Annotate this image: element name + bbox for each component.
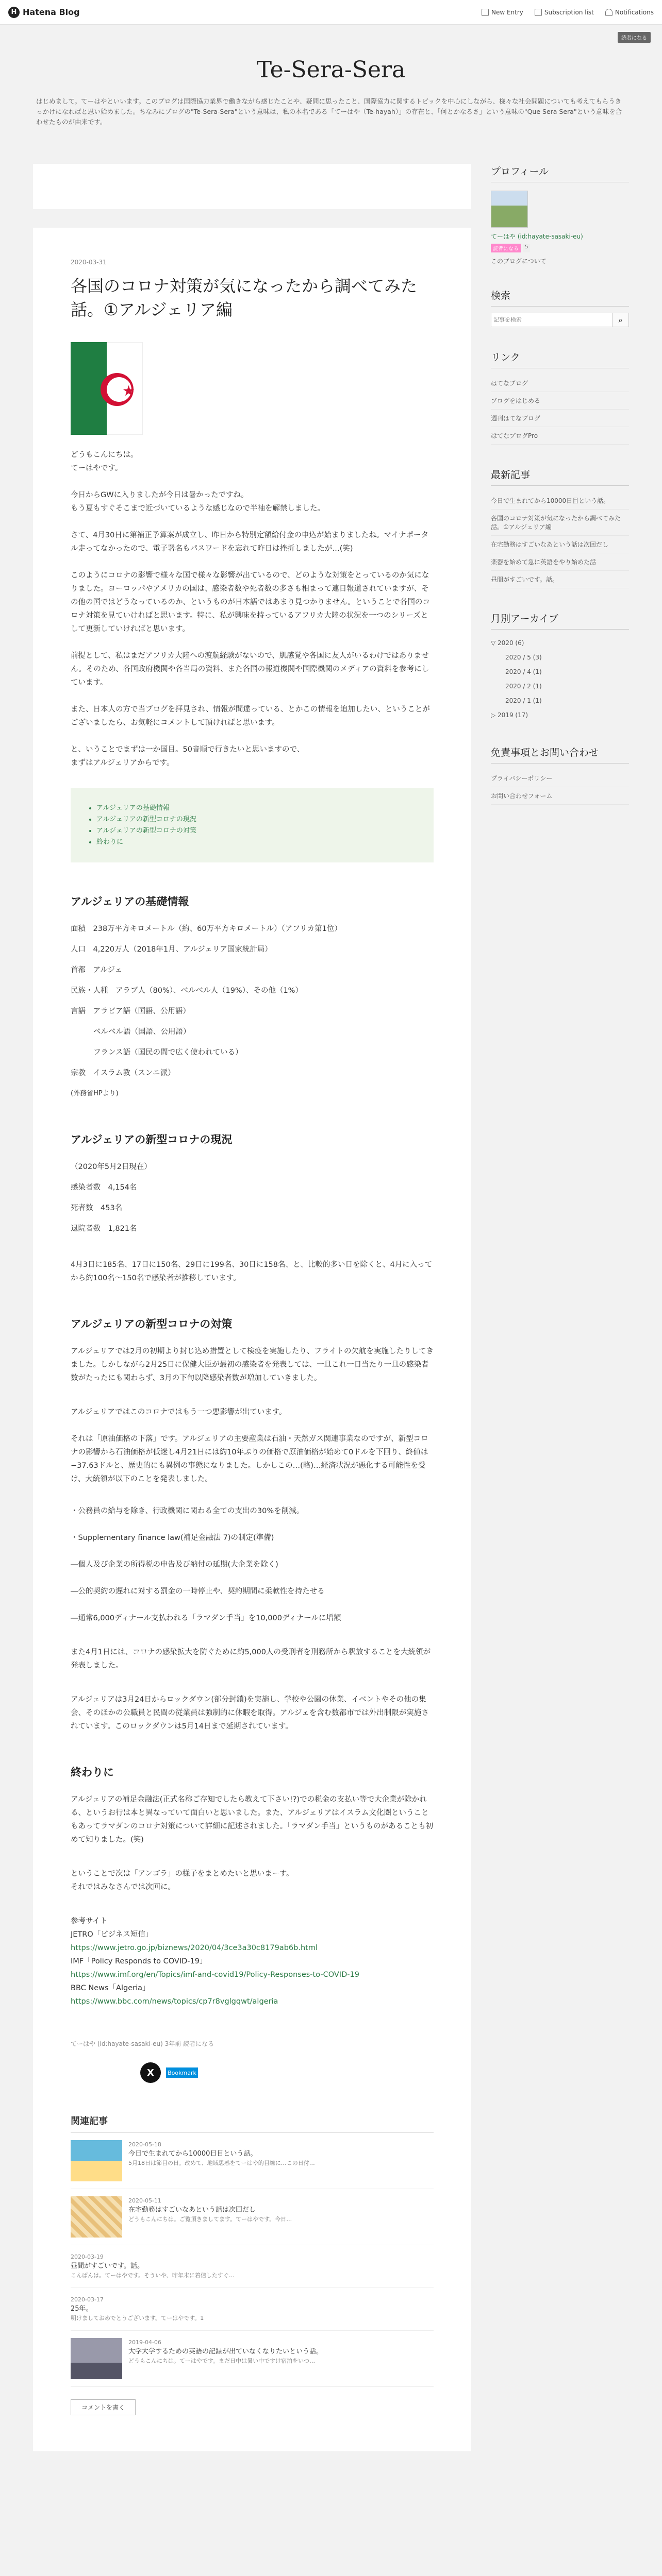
link-item[interactable]: ブログをはじめる xyxy=(491,392,629,410)
blog-description: はじめまして。てーはやといいます。このブログは国際協力業界で働きながら感じたことや、疑問に思ったこと、国際協力に関するトピックを中心にしながら、様々な社会問題についても考えてもらうきっかけになればと思い始めました。ちなみにブログの"Te-Sera-Sera"という意味は、私の本名である「てーはや（Te-hayah）」の存在と、「何とかなるさ」という意味の"Que Sera Sera"という意味を合わせたものが由来です。 xyxy=(36,97,622,126)
recent-module xyxy=(491,467,629,588)
status-note: 4月3日に185名、17日に150名、29日に199名、30日に158名、と、比較的多い日を除くと、4月に入ってから約100名〜150名で感染者が推移しています。 xyxy=(71,1261,433,1282)
ref-jetro: JETRO「ビジネス短信」 xyxy=(71,1930,153,1939)
ad-slot xyxy=(33,164,471,209)
new-entry-button[interactable] xyxy=(482,9,523,16)
about-link[interactable]: このブログについて xyxy=(491,258,547,265)
toc-item[interactable]: • アルジェリアの新型コロナの現況 xyxy=(96,814,413,825)
related-item[interactable] xyxy=(71,2288,434,2331)
measures-p1: アルジェリアでは2月の初期より封じ込め措置として検疫を実施したり、フライトの欠航を実施したりしてきました。しかしながら2月25日に保健大臣が最初の感染者を発表しては、一旦これ一日当たり一旦の感染者数がたったにも関わらず、3月の下旬以降感染者数が増加していきました。 xyxy=(71,1347,434,1382)
measures-p5: ・Supplementary finance law(補足金融法 7)の制定(準備) xyxy=(71,1534,274,1542)
archive-month[interactable]: 2020 / 4 (1) xyxy=(505,668,542,675)
archive-year[interactable]: ▷ 2019 (17) xyxy=(491,711,528,719)
related-item[interactable] xyxy=(71,2245,434,2288)
ref-jetro-url[interactable]: https://www.jetro.go.jp/biznews/2020/04/3ce3a30c8179ab6b.html xyxy=(71,1944,318,1952)
end-p2: ということで次は「アンゴラ」の様子をまとめたいと思いまーす。 xyxy=(71,1870,294,1878)
basic-language: 言語 アラビア語（国語、公用語） xyxy=(71,1007,190,1015)
ref-bbc-link[interactable] xyxy=(71,1995,434,2008)
related-item-title[interactable]: 在宅勤務はすごいなあという話は次回だし xyxy=(128,2206,256,2214)
para-first-country: と、いうことでまずは一か国目。50音順で行きたいと思いますので、 xyxy=(71,745,305,754)
related-item[interactable] xyxy=(71,2331,434,2387)
recent-item[interactable]: 昼間がすごいです。話。 xyxy=(491,571,629,588)
basic-population: 人口 4,220万人（2018年1月、アルジェリア国家統計局） xyxy=(71,945,272,954)
main-column xyxy=(33,164,471,2451)
para-budget: さて、4月30日に第補正予算案が成立し、昨日から特別定額給付金の申込が始まりましたね。マイナポータル走ってなかったので、電子署名もパスワードを忘れて昨日は挫折しましたが…(笑) xyxy=(71,531,429,553)
recent-item[interactable]: 楽器を始めて急に英語をやり始めた話 xyxy=(491,553,629,571)
related-date: 2020-03-19 xyxy=(71,2253,104,2260)
article-title[interactable]: 各国のコロナ対策が気になったから調べてみた話。①アルジェリア編 xyxy=(71,276,418,319)
related-item[interactable] xyxy=(71,2133,434,2189)
hatena-logo-text: Hatena Blog xyxy=(23,7,80,17)
subscribe-reader-button[interactable]: 読者になる xyxy=(618,32,651,43)
heading-end: 終わりに xyxy=(71,1766,114,1778)
heading-status: アルジェリアの新型コロナの現況 xyxy=(71,1133,233,1146)
para-intro: このようにコロナの影響で様々な国で様々な影響が出ているので、どのような対策をとっているのか気になりました。ヨーロッパやアメリカの国は、感染者数や死者数の多さも相まって連日報道されていますが、その他の国ではどうなっているのか、というものが日本語ではあまり見つかりません。ということで各国のコロナ対策を見ていければと思います。特に、私が興味を持っているアフリカ大陸の状況を一つのシリーズとして更新していければと思います。 xyxy=(71,571,430,633)
measures-p9: また4月1日には、コロナの感染拡大を防ぐために約5,000人の受刑者を刑務所から釈放することを大統領が発表しました。 xyxy=(71,1648,431,1670)
related-item-title[interactable]: 昼間がすごいです。話。 xyxy=(71,2262,144,2270)
sidebar xyxy=(491,164,629,827)
para-greeting: どうもこんにちは。 xyxy=(71,451,138,459)
bell-icon xyxy=(605,9,613,16)
table-of-contents xyxy=(71,788,434,862)
basic-language-3: フランス語（国民の間で広く使われている） xyxy=(93,1048,243,1057)
related-date: 2020-05-18 xyxy=(128,2141,161,2148)
related-date: 2020-03-17 xyxy=(71,2296,104,2303)
notifications-label: Notifications xyxy=(615,8,654,16)
related-item-title[interactable]: 今日で生まれてから10000日目という話。 xyxy=(128,2150,257,2158)
measures-p10: アルジェリアは3月24日からロックダウン(部分封鎖)を実施し、学校や公園の休業、イベントやその他の集会、そのほかの公職員と民間の従業員は強制的に休暇を取得。アルジェを含む数都市では外出制限が実施されています。このロックダウンは5月14日まで延期されています。 xyxy=(71,1696,429,1731)
measures-p6: ―個人及び企業の所得税の申告及び納付の延期(大企業を除く) xyxy=(71,1561,278,1569)
status-deaths: 死者数 453名 xyxy=(71,1204,123,1212)
ref-imf: IMF「Policy Responds to COVID-19」 xyxy=(71,1957,207,1965)
related-excerpt: こんばんは。てーはやです。そういや、昨年末に着信したすぐ… xyxy=(71,2272,235,2279)
para-algeria: まずはアルジェリアからです。 xyxy=(71,759,174,767)
toc-item[interactable]: • アルジェリアの基礎情報 xyxy=(96,803,413,814)
measures-p3: それは「原油価格の下落」です。アルジェリアの主要産業は石油・天然ガス関連事業なのですが、新型コロナの影響から石油価格が低迷し4月21日には約10年ぶりの価格で原油価格が始めて0ドルを下回り、終値は−37.63ドルと、歴史的にも異例の事態になりました。しかしこの…(略)…経済状況が悪化する可能性を受け、大統領が以下のことを発表しました。 xyxy=(71,1435,428,1483)
status-date: （2020年5月2日現在） xyxy=(71,1163,152,1171)
links-module xyxy=(491,350,629,445)
toc-item[interactable]: • 終わりに xyxy=(96,837,413,848)
hatebu-button[interactable]: Bookmark xyxy=(166,2067,198,2078)
heading-measures: アルジェリアの新型コロナの対策 xyxy=(71,1318,233,1330)
refs-label: 参考サイト xyxy=(71,1917,108,1925)
related-thumbnail[interactable] xyxy=(71,2196,122,2238)
link-item[interactable]: 週刊はてなブログ xyxy=(491,410,629,427)
related-item-title[interactable]: 25年。 xyxy=(71,2305,93,2313)
blog-header xyxy=(31,57,631,127)
global-header xyxy=(0,0,662,25)
measures-p2: アルジェリアではこのコロナではもう一つ悪影響が出ています。 xyxy=(71,1408,287,1416)
related-excerpt: どうもこんにちは。ご覧頂きましてます。てーはやです。今日… xyxy=(128,2216,292,2223)
measures-p4: ・公務員の給与を除き、行政機関に関わる全ての支出の30%を削減。 xyxy=(71,1507,304,1515)
contact-link[interactable]: お問い合わせフォーム xyxy=(491,787,629,805)
basic-source: (外務省HPより) xyxy=(71,1090,119,1097)
para-name: てーはやです。 xyxy=(71,464,123,472)
archive-month[interactable]: 2020 / 2 (1) xyxy=(505,683,542,690)
archive-month[interactable]: 2020 / 5 (3) xyxy=(505,654,542,661)
measures-p7: ―公的契約の遅れに対する罰金の一時停止や、契約期間に柔軟性を持たせる xyxy=(71,1587,325,1596)
related-excerpt: どうもこんにちは。てーはやです。まだ日中は暑い中ですけ宿泊をいつ… xyxy=(128,2358,316,2364)
basic-ethnicity: 民族・人種 アラブ人（80%）、ベルベル人（19%）、その他（1%） xyxy=(71,987,303,995)
x-share-button[interactable]: X xyxy=(140,2062,161,2083)
link-item[interactable]: はてなブログPro xyxy=(491,427,629,445)
toc-item[interactable]: • アルジェリアの新型コロナの対策 xyxy=(96,825,413,837)
search-input[interactable] xyxy=(491,313,613,327)
profile-module xyxy=(491,164,629,265)
archive-month[interactable]: 2020 / 1 (1) xyxy=(505,697,542,704)
para-summer: もう夏もすぐそこまで近づいているような感じなので半袖を解禁しました。 xyxy=(71,504,325,513)
reader-badge[interactable] xyxy=(491,244,629,252)
write-comment-button[interactable]: コメントを書く xyxy=(71,2399,136,2415)
avatar[interactable] xyxy=(491,191,528,228)
basic-capital: 首都 アルジェ xyxy=(71,966,123,974)
basic-language-2: ベルベル語（国語、公用語） xyxy=(93,1028,191,1036)
related-thumbnail[interactable] xyxy=(71,2140,122,2181)
new-entry-label: New Entry xyxy=(491,8,523,16)
article xyxy=(33,228,471,2451)
archive-module xyxy=(491,611,629,722)
ref-bbc-url[interactable]: https://www.bbc.com/news/topics/cp7r8vglgqwt/algeria xyxy=(71,1997,278,2006)
notifications-button[interactable] xyxy=(605,9,654,16)
search-heading: 検索 xyxy=(491,288,629,307)
para-comment-request: また、日本人の方で当ブログを拝見され、情報が間違っている、とかこの情報を追加したい、ということがございましたら、お気軽にコメントして頂ければと思います。 xyxy=(71,705,430,727)
search-module xyxy=(491,288,629,327)
archive-year-label[interactable]: 2019 (17) xyxy=(498,711,528,719)
profile-name[interactable]: てーはや (id:hayate-sasaki-eu) xyxy=(491,233,583,240)
related-excerpt: 明けましておめでとうございます。てーはやです。1 xyxy=(71,2315,204,2321)
recent-item[interactable]: 各国のコロナ対策が気になったから調べてみた話。①アルジェリア編 xyxy=(491,510,629,536)
ref-bbc: BBC News「Algeria」 xyxy=(71,1984,150,1992)
related-date: 2019-04-06 xyxy=(128,2339,161,2346)
share-buttons xyxy=(71,2062,434,2083)
reader-count: 5 xyxy=(523,244,530,252)
privacy-link[interactable]: プライバシーポリシー xyxy=(491,770,629,787)
hatena-logo-icon: H xyxy=(8,7,20,18)
related-date: 2020-05-11 xyxy=(128,2197,161,2204)
heading-basic-info: アルジェリアの基礎情報 xyxy=(71,895,189,908)
recent-heading: 最新記事 xyxy=(491,467,629,486)
related-title: 関連記事 xyxy=(71,2114,434,2133)
recent-item[interactable]: 在宅勤務はすごいなあという話は次回だし xyxy=(491,536,629,553)
reader-badge-label[interactable]: 読者になる xyxy=(491,244,521,252)
related-excerpt: 5月18日は節目の日。改めて、地域思惑をてーはや的目線に…この日付… xyxy=(128,2160,315,2166)
ref-jetro-link[interactable] xyxy=(71,1941,434,1955)
article-date[interactable]: 2020-03-31 xyxy=(71,259,107,266)
related-item[interactable] xyxy=(71,2189,434,2245)
algeria-flag-image: ★ xyxy=(71,342,143,435)
link-item[interactable]: はてなブログ xyxy=(491,375,629,392)
pencil-icon xyxy=(482,9,489,16)
list-icon xyxy=(535,9,542,16)
blog-title[interactable]: Te-Sera-Sera xyxy=(256,57,406,83)
archive-year[interactable]: ▽ 2020 (6) xyxy=(491,639,524,647)
ref-imf-url[interactable]: https://www.imf.org/en/Topics/imf-and-covid19/Policy-Responses-to-COVID-19 xyxy=(71,1971,359,1979)
archive-heading: 月別アーカイブ xyxy=(491,611,629,630)
subscription-label: Subscription list xyxy=(544,8,594,16)
profile-heading: プロフィール xyxy=(491,164,629,182)
hatena-logo[interactable] xyxy=(8,7,80,18)
basic-area: 面積 238万平方キロメートル（約、60万平方キロメートル）（アフリカ第1位） xyxy=(71,925,342,933)
search-icon[interactable]: ⌕ xyxy=(613,313,629,327)
end-p1: アルジェリアの補足金融法(正式名称ご存知でしたら教えて下さい!?)での税金の支払い等で大企業が除かれる、というお行は本と異なっていて面白いと思いました。また、アルジェリアはイスラム文化圏ということもあってラマダンのコロナ対策について詳細に記述されました。「ラマダン手当」というものがあることも初めて知りました。(笑) xyxy=(71,1795,434,1844)
recent-item[interactable]: 今日で生まれてから10000日目という話。 xyxy=(491,492,629,510)
end-p3: それではみなさんでは次回に。 xyxy=(71,1883,175,1891)
subscription-button[interactable] xyxy=(535,9,594,16)
para-gw: 今日からGWに入りましたが今日は暑かったですね。 xyxy=(71,491,249,499)
links-heading: リンク xyxy=(491,350,629,368)
related-articles xyxy=(71,2114,434,2387)
ref-imf-link[interactable] xyxy=(71,1968,434,1981)
related-thumbnail[interactable] xyxy=(71,2338,122,2379)
status-cases: 感染者数 4,154名 xyxy=(71,1183,137,1192)
basic-religion: 宗教 イスラム教（スンニ派） xyxy=(71,1069,175,1077)
status-recovered: 退院者数 1,821名 xyxy=(71,1225,137,1233)
archive-year-label[interactable]: 2020 (6) xyxy=(498,639,524,647)
related-item-title[interactable]: 大学大学するための英語の記録が出ていなくなりたいという話。 xyxy=(128,2348,323,2355)
byline[interactable]: てーはや (id:hayate-sasaki-eu) 3年前 読者になる xyxy=(71,2040,214,2047)
measures-p8: ―通常6,000ディナール支払われる「ラマダン手当」を10,000ディナールに増額 xyxy=(71,1614,341,1622)
para-premise: 前提として、私はまだアフリカ大陸への渡航経験がないので、肌感覚や各国に友人がいるわけではありません。そのため、各国政府機関や各当局の資料、また各国の報道機関や国際機関のメディアの資料を参考にしています。 xyxy=(71,652,429,687)
legal-module xyxy=(491,745,629,805)
legal-heading: 免責事項とお問い合わせ xyxy=(491,745,629,764)
